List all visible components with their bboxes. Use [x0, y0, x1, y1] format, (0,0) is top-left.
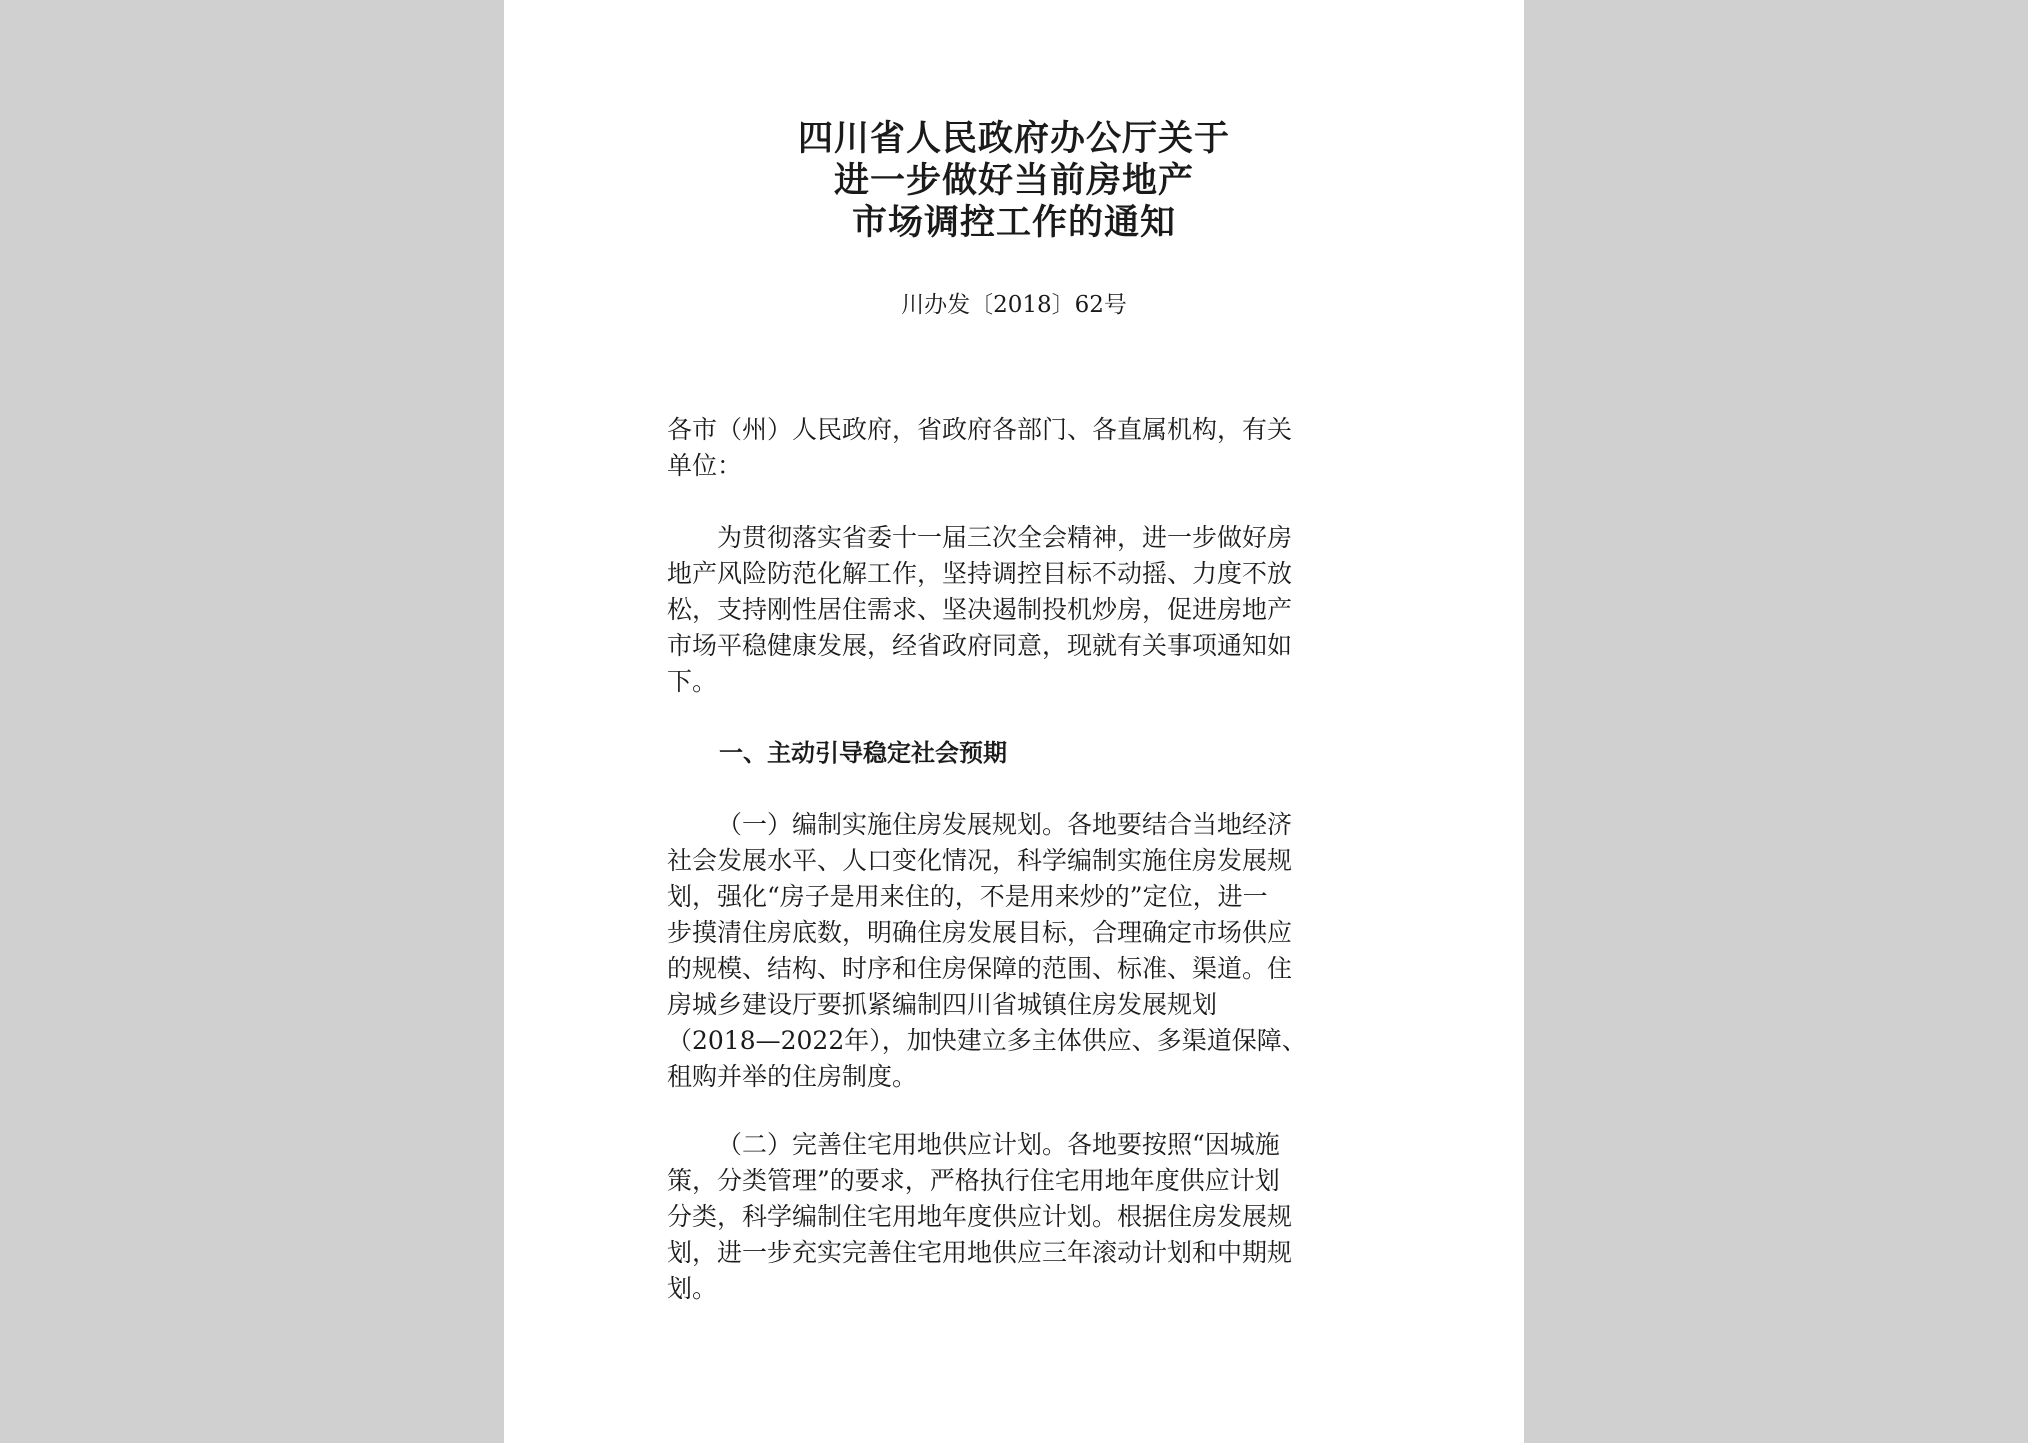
paragraph-line: 租购并举的住房制度。	[667, 1062, 918, 1091]
paragraph-line: 的规模、结构、时序和住房保障的范围、标准、渠道。住	[667, 954, 1293, 983]
intro-paragraph	[667, 520, 1357, 700]
item-one-paragraph	[667, 807, 1357, 1095]
paragraph-line: （二）完善住宅用地供应计划。各地要按照“因城施	[717, 1130, 1280, 1159]
salutation-line: 单位：	[667, 451, 743, 480]
salutation-line: 各市（州）人民政府，省政府各部门、各直属机构，有关	[667, 415, 1293, 444]
paragraph-line: 松，支持刚性居住需求、坚决遏制投机炒房，促进房地产	[667, 595, 1293, 624]
paragraph-line: 为贯彻落实省委十一届三次全会精神，进一步做好房	[717, 523, 1293, 552]
title-line: 进一步做好当前房地产	[833, 161, 1194, 201]
paragraph-line: 划，进一步充实完善住宅用地供应三年滚动计划和中期规	[667, 1238, 1293, 1267]
paragraph-line: （一）编制实施住房发展规划。各地要结合当地经济	[717, 810, 1293, 839]
document-title	[504, 118, 1524, 244]
title-line: 市场调控工作的通知	[851, 203, 1176, 243]
title-line: 四川省人民政府办公厅关于	[797, 119, 1230, 159]
document-page	[504, 0, 1524, 1443]
document-number: 川办发〔2018〕62号	[901, 292, 1127, 318]
salutation	[667, 412, 1357, 484]
paragraph-line: 步摸清住房底数，明确住房发展目标，合理确定市场供应	[667, 918, 1293, 947]
paragraph-line: 分类，科学编制住宅用地年度供应计划。根据住房发展规	[667, 1202, 1293, 1231]
paragraph-line: 地产风险防范化解工作，坚持调控目标不动摇、力度不放	[667, 559, 1293, 588]
paragraph-line: 下。	[667, 667, 718, 696]
section-heading: 一、主动引导稳定社会预期	[719, 739, 1007, 767]
paragraph-line: 房城乡建设厅要抓紧编制四川省城镇住房发展规划	[667, 990, 1218, 1019]
paragraph-line: 市场平稳健康发展，经省政府同意，现就有关事项通知如	[667, 631, 1293, 660]
paragraph-line: 划。	[667, 1274, 718, 1303]
paragraph-line: 社会发展水平、人口变化情况，科学编制实施住房发展规	[667, 846, 1293, 875]
paragraph-line: 策，分类管理”的要求，严格执行住宅用地年度供应计划	[667, 1166, 1280, 1195]
paragraph-line: 划，强化“房子是用来住的，不是用来炒的”定位，进一	[667, 882, 1268, 911]
paragraph-line: （2018—2022年），加快建立多主体供应、多渠道保障、	[667, 1026, 1307, 1055]
item-two-paragraph	[667, 1127, 1357, 1307]
